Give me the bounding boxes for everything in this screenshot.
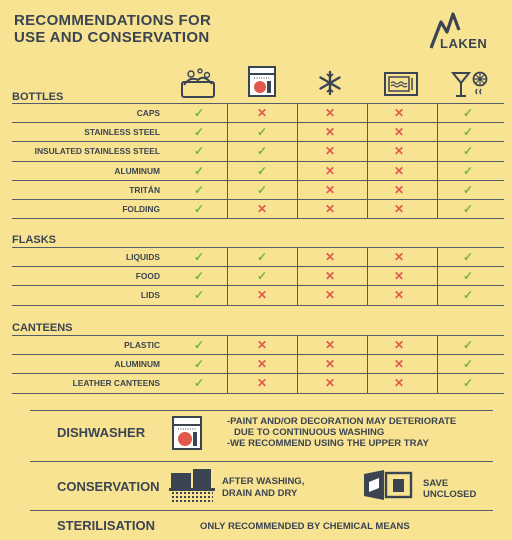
divider-line: [30, 461, 493, 462]
row-separator: [12, 180, 504, 181]
sterilisation-note: ONLY RECOMMENDED BY CHEMICAL MEANS: [200, 521, 410, 532]
check-icon: ✓: [462, 182, 474, 197]
cross-icon: ✕: [324, 144, 336, 159]
check-icon: ✓: [193, 202, 205, 216]
row-label: FOOD: [135, 271, 160, 282]
cross-icon: ✕: [393, 202, 405, 216]
cross-icon: ✕: [393, 338, 405, 352]
cross-icon: ✕: [256, 288, 268, 303]
check-icon: ✓: [193, 376, 205, 391]
row-separator: [12, 335, 504, 336]
check-icon: ✓: [256, 144, 268, 159]
cross-icon: ✕: [324, 125, 336, 140]
cross-icon: ✕: [324, 269, 336, 284]
check-icon: ✓: [462, 288, 474, 303]
row-label: ALUMINUM: [114, 165, 160, 176]
check-icon: ✓: [193, 163, 205, 178]
cross-icon: ✕: [393, 144, 405, 159]
conservation-note2-1: SAVE: [423, 478, 449, 489]
check-icon: ✓: [462, 163, 474, 178]
cross-icon: ✕: [393, 106, 405, 120]
column-separator: [297, 247, 298, 305]
open-container-icon: [362, 468, 414, 502]
cross-icon: ✕: [324, 288, 336, 303]
row-label: ALUMINUM: [114, 359, 160, 370]
column-separator: [437, 247, 438, 305]
cross-icon: ✕: [393, 269, 405, 284]
check-icon: ✓: [256, 125, 268, 140]
freezer-snowflake-icon: [317, 70, 343, 96]
row-separator: [12, 285, 504, 286]
cross-icon: ✕: [256, 376, 268, 391]
check-icon: ✓: [462, 125, 474, 140]
check-icon: ✓: [462, 250, 474, 264]
cross-icon: ✕: [324, 202, 336, 216]
check-icon: ✓: [462, 269, 474, 284]
row-separator: [12, 199, 504, 200]
cross-icon: ✕: [393, 250, 405, 264]
row-separator: [12, 373, 504, 374]
cross-icon: ✕: [393, 376, 405, 391]
dishwasher-note-1: -PAINT AND/OR DECORATION MAY DETERIORATE: [227, 416, 457, 427]
drain-dry-icon: [169, 467, 215, 503]
title-line-2: USE AND CONSERVATION: [14, 29, 210, 46]
page-title: [14, 12, 211, 46]
column-separator: [437, 103, 438, 218]
column-separator: [367, 247, 368, 305]
cross-icon: ✕: [256, 357, 268, 372]
handwash-icon: [178, 64, 218, 100]
cross-icon: ✕: [324, 338, 336, 352]
conservation-label: CONSERVATION: [57, 479, 160, 494]
check-icon: ✓: [193, 144, 205, 159]
row-label: INSULATED STAINLESS STEEL: [34, 146, 160, 157]
dishwasher-icon: [247, 65, 277, 98]
row-label: LIQUIDS: [126, 252, 160, 262]
cross-icon: ✕: [324, 376, 336, 391]
row-separator: [12, 305, 504, 306]
check-icon: ✓: [193, 288, 205, 303]
cross-icon: ✕: [393, 182, 405, 197]
column-separator: [297, 335, 298, 393]
conservation-note-2: DRAIN AND DRY: [222, 488, 298, 499]
cross-icon: ✕: [256, 106, 268, 120]
check-icon: ✓: [193, 338, 205, 352]
microwave-icon: [383, 71, 419, 97]
dishwasher-large-icon: [171, 415, 203, 451]
check-icon: ✓: [462, 202, 474, 216]
dishwasher-note-3: -WE RECOMMEND USING THE UPPER TRAY: [227, 438, 429, 449]
column-separator: [367, 103, 368, 218]
check-icon: ✓: [256, 163, 268, 178]
cross-icon: ✕: [324, 163, 336, 178]
row-separator: [12, 247, 504, 248]
title-line-1: RECOMMENDATIONS FOR: [14, 12, 212, 29]
conservation-note2-2: UNCLOSED: [423, 489, 477, 500]
row-label: PLASTIC: [124, 340, 160, 350]
cross-icon: ✕: [324, 182, 336, 197]
check-icon: ✓: [256, 269, 268, 284]
cross-icon: ✕: [256, 202, 268, 216]
brand-logo-text: LAKEN: [440, 36, 488, 51]
check-icon: ✓: [193, 269, 205, 284]
check-icon: ✓: [193, 125, 205, 140]
dishwasher-label: DISHWASHER: [57, 425, 146, 440]
cold-hot-drinks-icon: [451, 68, 491, 100]
cross-icon: ✕: [393, 357, 405, 372]
column-separator: [437, 335, 438, 393]
row-separator: [12, 218, 504, 219]
row-separator: [12, 354, 504, 355]
row-label: CAPS: [136, 108, 160, 118]
conservation-note-1: AFTER WASHING,: [222, 476, 305, 487]
row-label: LEATHER CANTEENS: [72, 378, 160, 389]
check-icon: ✓: [256, 182, 268, 197]
row-label: LIDS: [140, 290, 160, 301]
check-icon: ✓: [462, 376, 474, 391]
column-separator: [367, 335, 368, 393]
section-heading: CANTEENS: [12, 322, 73, 334]
column-separator: [227, 103, 228, 218]
check-icon: ✓: [462, 144, 474, 159]
column-separator: [227, 335, 228, 393]
row-separator: [12, 122, 504, 123]
cross-icon: ✕: [324, 357, 336, 372]
row-separator: [12, 266, 504, 267]
check-icon: ✓: [256, 250, 268, 264]
cross-icon: ✕: [393, 125, 405, 140]
row-label: TRITÁN: [129, 184, 160, 195]
cross-icon: ✕: [256, 338, 268, 352]
column-separator: [227, 247, 228, 305]
divider-line: [30, 410, 493, 411]
row-separator: [12, 393, 504, 394]
check-icon: ✓: [193, 106, 205, 120]
cross-icon: ✕: [324, 250, 336, 264]
check-icon: ✓: [462, 357, 474, 372]
check-icon: ✓: [193, 357, 205, 372]
row-label: FOLDING: [122, 204, 160, 214]
column-separator: [297, 103, 298, 218]
cross-icon: ✕: [393, 163, 405, 178]
sterilisation-label: STERILISATION: [57, 518, 155, 533]
section-heading: BOTTLES: [12, 91, 64, 103]
divider-line: [30, 510, 493, 511]
section-heading: FLASKS: [12, 234, 56, 246]
dishwasher-note-2: DUE TO CONTINUOUS WASHING: [234, 427, 385, 438]
row-separator: [12, 103, 504, 104]
check-icon: ✓: [462, 106, 474, 120]
cross-icon: ✕: [393, 288, 405, 303]
check-icon: ✓: [462, 338, 474, 352]
cross-icon: ✕: [324, 106, 336, 120]
check-icon: ✓: [193, 182, 205, 197]
row-separator: [12, 141, 504, 142]
check-icon: ✓: [193, 250, 205, 264]
row-label: STAINLESS STEEL: [84, 127, 160, 138]
row-separator: [12, 161, 504, 162]
